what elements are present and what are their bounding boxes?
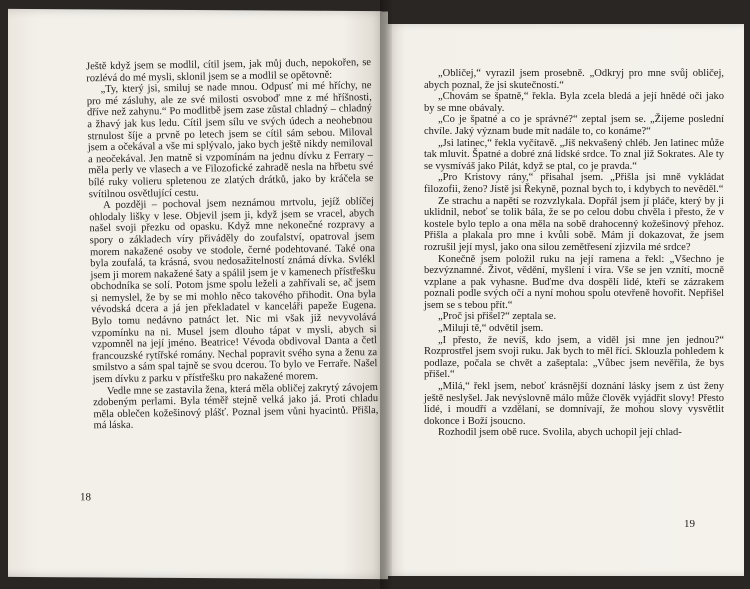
paragraph: „Ty, který jsi, smiluj se nade mnou. Odpusť mi mé hříchy, ne pro mé zásluhy, ale ze své milosti osvoboď mne z mé hříšnosti, dříve než zahynu.“ Po modlitbě jsem zase zůstal chladný – chladný a žhavý jak kus ledu. Cítil jsem sílu ve svých údech a neohebnou strnulost šíje a prvně po letech jsem se cítil sám sebou. Miloval jsem a očekával a vše mi splývalo, jako bych ještě nikdy nemiloval a neočekával. Jen matně si vzpomínám na jednu dívku z Ferrary – měla perly ve vlasech a ve Filozofické zahradě nesla na hřbetu své bílé ruky volieru spletenou ze zlatých drátků, jako by kráčela se svítilnou osvětlující cestu. bbox=[86, 80, 374, 200]
page-number: 18 bbox=[80, 491, 91, 504]
paragraph: „Proč jsi přišel?“ zeptala se. bbox=[438, 311, 557, 323]
paragraph: Vedle mne se zastavila žena, která měla obličej zakrytý závojem zdobeným perlami. Byla téměř stejně velká jako já. Proti chladu měla oblečen kožešinový plášť. Poznal jsem vůni hyacintů. Přišla, má láska. bbox=[93, 381, 379, 432]
paragraph: Ze strachu a napětí se rozvzlykala. Dopřál jsem jí pláče, který by ji uklidnil, neboť se tolik bála, že se po celou dobu chvěla i přesto, že v kostele bylo teplo a ona měla na sobě drahocenný kožešinový přehoz. Přišla a plakala pro mne i kvůli sobě. Mám ji dokazovat, že jsem rozrušil její mysl, jako ona silou zemětřesení zjizvila mé srdce? bbox=[424, 195, 724, 253]
left-page bbox=[8, 9, 388, 579]
paragraph: A později – pochoval jsem neznámou mrtvolu, jejíž oblíčej ohlodaly lišky v lese. Objevil jsem ji, když jsem se vracel, abych našel svoji přezku od opasku. Když mne nekonečné rozpravy a spory o základech víry přiváděly do zoufalství, opatroval jsem morem nakažené osoby ve stodole, černé podehtované. Také ona byla zoufalá, ta krásná, svou nedosažitelností známá dívka. Svlékl jsem ji morem nakažené šaty a spálil jsem je v kamenech přístřešku obchodníka se solí. Potom jsme spolu leželi a zahřívali se, ač jsem si nemyslel, že by se mi mohlo něco takového přihodit. Ona byla vévodská dcera a já jen překladatel v kanceláři papeže Eugena. Bylo tomu nedávno patnáct let. Nic mi však již nevyvolává vzpomínku na ni. Musel jsem dlouho tápat v mysli, abych si vzpomněl na její jméno. Beatrice! Vévoda obdivoval Danta a četl francouzské rytířské romány. Nechal popravit svého syna a ženu za smilstvo a sám spal tajně se svou dcerou. To bylo ve Ferraře. Našel jsem dívku z parku v přístřešku pro nakažené morem. bbox=[89, 196, 378, 386]
right-page bbox=[384, 24, 744, 576]
right-page-text bbox=[424, 68, 724, 439]
paragraph: Ještě když jsem se modlil, cítil jsem, jak můj duch, nepokořen, se rozlévá do mé mysli, sklonil jsem se a modlil se opětovně: bbox=[86, 57, 372, 84]
page-number: 19 bbox=[684, 518, 695, 530]
paragraph: „Jsi latinec,“ řekla vyčítavě. „Jiš nekvašený chléb. Jen latinec může tak mluvit. Špatné a dobré zná lidské srdce. To znal již Sokrates. Ale ty se vysmíváš jako Pilát, když se ptal, co je pravda.“ bbox=[424, 137, 724, 172]
paragraph: „Miluji tě,“ odvětil jsem. bbox=[438, 323, 544, 335]
paragraph: „Chovám se špatně,“ řekla. Byla zcela bledá a její hnědé oči jako by se mne obávaly. bbox=[424, 91, 724, 114]
paragraph: Rozhodil jsem obě ruce. Svolila, abych uchopil její chlad- bbox=[438, 427, 682, 439]
paragraph: „Co je špatné a co je správné?“ zeptal jsem se. „Žijeme poslední chvíle. Jaký význam bude mít nadále to, co konáme?“ bbox=[424, 114, 724, 137]
left-page-text bbox=[86, 57, 379, 432]
paragraph: „Obličej,“ vyrazil jsem prosebně. „Odkryj pro mne svůj obličej, abych poznal, že jsi skutečností.“ bbox=[424, 68, 724, 91]
paragraph: „Milá,“ řekl jsem, neboť krásnější doznání lásky jsem z úst ženy ještě neslyšel. Jak nevýslovně málo může člověk vyjádřit slovy! Přesto lidé, i moudří a vzdělaní, se domnívají, že mohou slovy vysvětlit dokonce i Boží jsoucno. bbox=[424, 381, 724, 427]
paragraph: Konečně jsem položil ruku na její ramena a řekl: „Všechno je bezvýznamné. Život, vědění, myšlení i víra. Vše se jen vznítí, mocně vzplane a pak vyhasne. Buďme dva dospělí lidé, kteří se zázrakem poznali podle svých očí a nyní mohou spolu otevřeně hovořit. Nepřišel jsem se s tebou přít.“ bbox=[424, 253, 724, 311]
paragraph: „Pro Kristovy rány,“ přisahal jsem. „Přišla jsi mně vykládat filozofii, ženo? Jistě jsi Řekyně, poznal bych to, i kdybych to nevěděl.“ bbox=[424, 172, 724, 195]
book-spine-shadow bbox=[380, 0, 392, 589]
paragraph: „I přesto, že nevíš, kdo jsem, a viděl jsi mne jen jednou?“ Rozprostřel jsem svoji ruku. Jak bych to měl říci. Sklouzla pohledem k podlaze, počala se chvět a zašeptala: „Vůbec jsem nevěřila, že bys přišel.“ bbox=[424, 334, 724, 381]
